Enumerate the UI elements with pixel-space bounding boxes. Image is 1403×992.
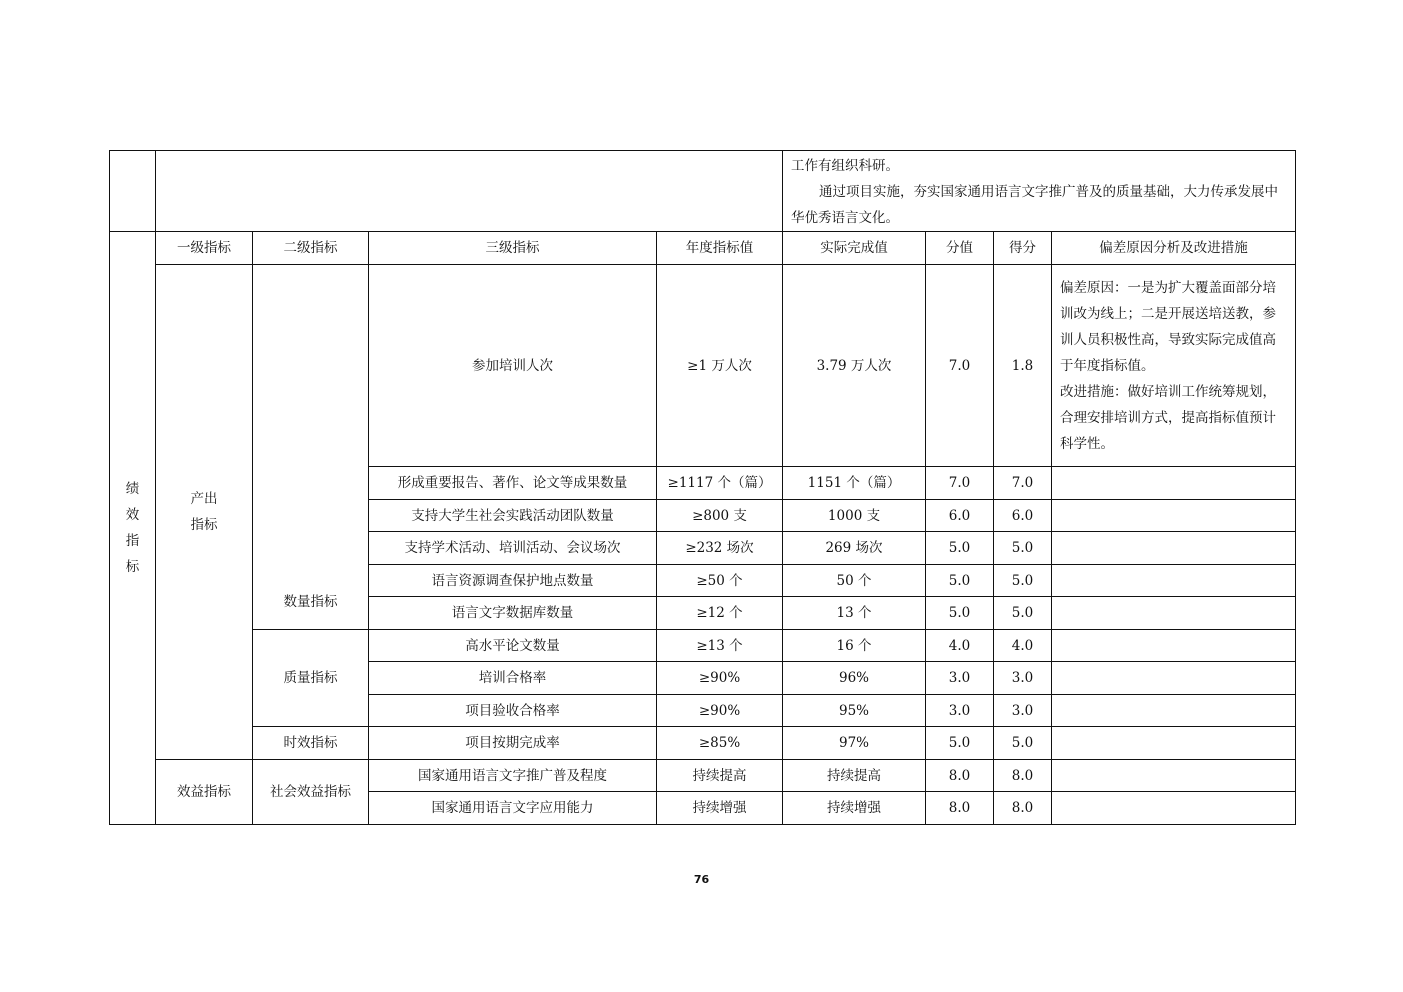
weight-cell: 8.0 bbox=[926, 760, 994, 792]
actual-cell: 13 个 bbox=[783, 597, 926, 630]
score-cell: 8.0 bbox=[994, 760, 1052, 792]
indicator-cell: 国家通用语言文字应用能力 bbox=[369, 792, 657, 825]
target-cell: ≥90% bbox=[657, 695, 783, 727]
actual-cell: 269 场次 bbox=[783, 532, 926, 565]
weight-cell: 5.0 bbox=[926, 597, 994, 630]
score-cell: 5.0 bbox=[994, 565, 1052, 597]
indicator-cell: 项目验收合格率 bbox=[369, 695, 657, 727]
indicator-cell: 项目按期完成率 bbox=[369, 727, 657, 760]
group-output: 产出 指标 bbox=[156, 265, 253, 760]
score-cell: 6.0 bbox=[994, 500, 1052, 532]
score-cell: 5.0 bbox=[994, 727, 1052, 760]
indicator-cell: 培训合格率 bbox=[369, 662, 657, 695]
actual-cell: 97% bbox=[783, 727, 926, 760]
target-cell: 持续提高 bbox=[657, 760, 783, 792]
actual-cell: 95% bbox=[783, 695, 926, 727]
deviation-measure: 改进措施：做好培训工作统筹规划，合理安排培训方式，提高指标值预计科学性。 bbox=[1060, 384, 1276, 452]
table-row bbox=[110, 630, 1296, 662]
indicator-cell: 高水平论文数量 bbox=[369, 630, 657, 662]
deviation-cell bbox=[1052, 630, 1296, 662]
group-benefit: 效益指标 bbox=[156, 760, 253, 825]
score-cell: 8.0 bbox=[994, 792, 1052, 825]
target-cell: ≥232 场次 bbox=[657, 532, 783, 565]
deviation-cell bbox=[1052, 532, 1296, 565]
table-row bbox=[110, 760, 1296, 792]
target-cell: ≥800 支 bbox=[657, 500, 783, 532]
target-cell: ≥1 万人次 bbox=[657, 265, 783, 467]
blank-side-cell bbox=[110, 151, 156, 232]
group-timeliness: 时效指标 bbox=[253, 727, 369, 760]
deviation-cell bbox=[1052, 792, 1296, 825]
header-actual: 实际完成值 bbox=[783, 232, 926, 265]
performance-table bbox=[109, 150, 1296, 825]
header-target: 年度指标值 bbox=[657, 232, 783, 265]
score-cell: 5.0 bbox=[994, 532, 1052, 565]
weight-cell: 7.0 bbox=[926, 467, 994, 500]
continuation-row bbox=[110, 151, 1296, 232]
weight-cell: 5.0 bbox=[926, 532, 994, 565]
deviation-cell bbox=[1052, 565, 1296, 597]
indicator-cell: 语言资源调查保护地点数量 bbox=[369, 565, 657, 597]
actual-cell: 3.79 万人次 bbox=[783, 265, 926, 467]
page-number: 76 bbox=[693, 873, 710, 886]
target-cell: ≥90% bbox=[657, 662, 783, 695]
performance-indicator-side-label: 绩效指标 bbox=[110, 232, 156, 825]
weight-cell: 4.0 bbox=[926, 630, 994, 662]
score-cell: 5.0 bbox=[994, 597, 1052, 630]
actual-cell: 持续增强 bbox=[783, 792, 926, 825]
indicator-cell: 形成重要报告、著作、论文等成果数量 bbox=[369, 467, 657, 500]
blank-merged-cell bbox=[156, 151, 783, 232]
weight-cell: 5.0 bbox=[926, 727, 994, 760]
target-cell: 持续增强 bbox=[657, 792, 783, 825]
project-description-cell bbox=[783, 151, 1296, 232]
indicator-cell: 支持学术活动、培训活动、会议场次 bbox=[369, 532, 657, 565]
weight-cell: 5.0 bbox=[926, 565, 994, 597]
header-weight: 分值 bbox=[926, 232, 994, 265]
group-quality: 质量指标 bbox=[253, 630, 369, 727]
indicator-cell: 支持大学生社会实践活动团队数量 bbox=[369, 500, 657, 532]
weight-cell: 7.0 bbox=[926, 265, 994, 467]
header-level1: 一级指标 bbox=[156, 232, 253, 265]
weight-cell: 6.0 bbox=[926, 500, 994, 532]
score-cell: 7.0 bbox=[994, 467, 1052, 500]
description-line-2: 通过项目实施，夯实国家通用语言文字推广普及的质量基础，大力传承发展中华优秀语言文化。 bbox=[791, 184, 1278, 226]
deviation-reason: 偏差原因：一是为扩大覆盖面部分培训改为线上；二是开展送培送教，参训人员积极性高，导致实际完成值高于年度指标值。 bbox=[1060, 280, 1276, 374]
target-cell: ≥85% bbox=[657, 727, 783, 760]
weight-cell: 8.0 bbox=[926, 792, 994, 825]
actual-cell: 1000 支 bbox=[783, 500, 926, 532]
description-line-1: 工作有组织科研。 bbox=[791, 158, 899, 174]
header-level2: 二级指标 bbox=[253, 232, 369, 265]
deviation-cell bbox=[1052, 265, 1296, 467]
deviation-cell bbox=[1052, 695, 1296, 727]
deviation-cell bbox=[1052, 727, 1296, 760]
indicator-cell: 参加培训人次 bbox=[369, 265, 657, 467]
deviation-cell bbox=[1052, 597, 1296, 630]
actual-cell: 16 个 bbox=[783, 630, 926, 662]
target-cell: ≥50 个 bbox=[657, 565, 783, 597]
actual-cell: 50 个 bbox=[783, 565, 926, 597]
header-row bbox=[110, 232, 1296, 265]
header-level3: 三级指标 bbox=[369, 232, 657, 265]
deviation-cell bbox=[1052, 467, 1296, 500]
group-quantity: 数量指标 bbox=[253, 265, 369, 630]
deviation-cell bbox=[1052, 500, 1296, 532]
deviation-cell bbox=[1052, 662, 1296, 695]
table-row bbox=[110, 727, 1296, 760]
actual-cell: 持续提高 bbox=[783, 760, 926, 792]
indicator-cell: 语言文字数据库数量 bbox=[369, 597, 657, 630]
header-deviation: 偏差原因分析及改进措施 bbox=[1052, 232, 1296, 265]
group-social: 社会效益指标 bbox=[253, 760, 369, 825]
score-cell: 4.0 bbox=[994, 630, 1052, 662]
target-cell: ≥1117 个（篇） bbox=[657, 467, 783, 500]
actual-cell: 96% bbox=[783, 662, 926, 695]
score-cell: 3.0 bbox=[994, 695, 1052, 727]
deviation-cell bbox=[1052, 760, 1296, 792]
score-cell: 1.8 bbox=[994, 265, 1052, 467]
table-row bbox=[110, 265, 1296, 467]
indicator-cell: 国家通用语言文字推广普及程度 bbox=[369, 760, 657, 792]
target-cell: ≥13 个 bbox=[657, 630, 783, 662]
score-cell: 3.0 bbox=[994, 662, 1052, 695]
target-cell: ≥12 个 bbox=[657, 597, 783, 630]
weight-cell: 3.0 bbox=[926, 695, 994, 727]
header-score: 得分 bbox=[994, 232, 1052, 265]
actual-cell: 1151 个（篇） bbox=[783, 467, 926, 500]
weight-cell: 3.0 bbox=[926, 662, 994, 695]
